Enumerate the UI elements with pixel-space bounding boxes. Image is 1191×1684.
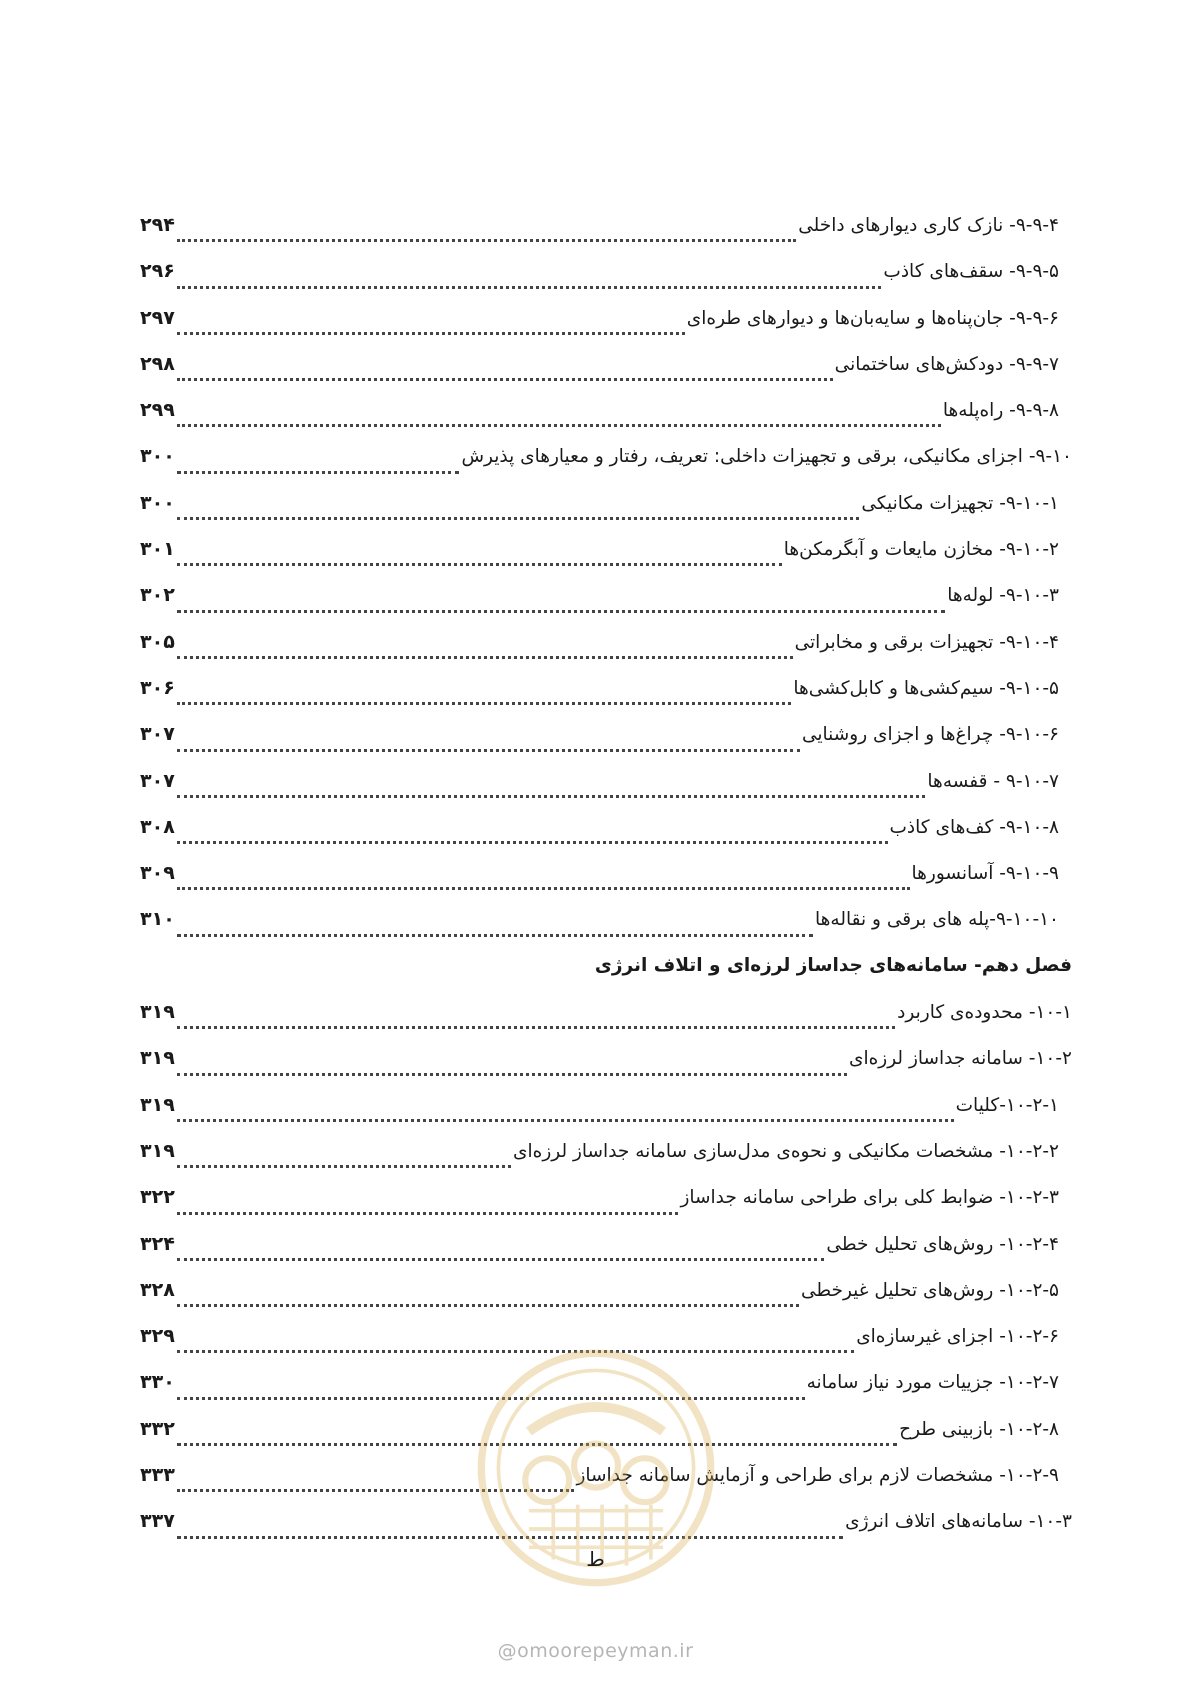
leader-dots — [177, 609, 945, 613]
toc-entry-label: ۱۰-۲-۲- مشخصات مکانیکی و نحوه‌ی مدل‌سازی سامانه جداساز لرزه‌ای — [513, 1140, 1059, 1162]
toc-entry-page: ۳۰۱ — [140, 538, 175, 561]
toc-entry-page: ۳۱۰ — [140, 908, 175, 931]
toc-entry-label: ۹-۱۰-۷ - قفسه‌ها — [927, 770, 1059, 792]
toc-entry — [140, 1044, 1072, 1090]
toc-entry — [140, 767, 1072, 813]
toc-entry-label: فصل دهم- سامانه‌های جداساز لرزه‌ای و اتلاف انرژی — [594, 954, 1072, 976]
toc-entry-page: ۳۳۳ — [140, 1464, 175, 1487]
toc-entry-page: ۲۹۹ — [140, 399, 175, 422]
toc-entry-label: ۹-۱۰-۳- لوله‌ها — [947, 585, 1059, 607]
toc-entry-label: ۱۰-۲-۶- اجزای غیرسازه‌ای — [856, 1326, 1059, 1348]
toc-entry-page: ۳۰۷ — [140, 723, 175, 746]
toc-entry — [140, 1183, 1072, 1229]
toc-entry — [140, 304, 1072, 350]
leader-dots — [177, 516, 860, 520]
toc-entry-page: ۳۲۹ — [140, 1325, 175, 1348]
toc-entry-label: ۹-۱۰-۲- مخازن مایعات و آبگرمکن‌ها — [783, 539, 1059, 561]
leader-dots — [177, 1072, 847, 1076]
toc-entry-page: ۳۰۰ — [140, 445, 175, 468]
toc-entry-page: ۲۹۷ — [140, 306, 175, 329]
toc-entry — [140, 813, 1072, 859]
leader-dots — [177, 1211, 679, 1215]
leader-dots — [177, 701, 792, 705]
toc-entry-page: ۲۹۸ — [140, 352, 175, 375]
toc-entry-page: ۳۰۷ — [140, 769, 175, 792]
toc-entry-page: ۳۱۹ — [140, 1139, 175, 1162]
toc-entry-label: ۹-۱۰-۹- آسانسورها — [911, 863, 1059, 885]
toc-entry-label: ۹-۹-۵- سقف‌های کاذب — [883, 261, 1059, 283]
toc-entry-page: ۳۲۴ — [140, 1232, 175, 1255]
toc-entry — [140, 1276, 1072, 1322]
toc-entry-label: ۹-۱۰-۴- تجهیزات برقی و مخابراتی — [794, 631, 1059, 653]
toc-entry — [140, 396, 1072, 442]
toc-entry — [140, 1137, 1072, 1183]
leader-dots — [177, 1164, 511, 1168]
toc-entry-label: ۱۰-۲-۵- روش‌های تحلیل غیرخطی — [800, 1279, 1059, 1301]
leader-dots — [177, 655, 793, 659]
toc-entry-label: ۹-۱۰-۵- سیم‌کشی‌ها و کابل‌کشی‌ها — [793, 677, 1059, 699]
leader-dots — [177, 840, 888, 844]
leader-dots — [177, 470, 460, 474]
toc-entry-page: ۳۱۹ — [140, 1001, 175, 1024]
leader-dots — [177, 331, 685, 335]
leader-dots — [177, 377, 833, 381]
toc-entry-label: ۱۰-۱- محدوده‌ی کاربرد — [897, 1002, 1072, 1024]
leader-dots — [177, 1303, 799, 1307]
toc-entry-page: ۳۰۲ — [140, 584, 175, 607]
toc-entry-label: ۱۰-۳- سامانه‌های اتلاف انرژی — [845, 1511, 1072, 1533]
toc-entry-label: ۱۰-۲-۱-کلیات — [955, 1094, 1059, 1116]
toc-entry-label: ۱۰-۲-۴- روش‌های تحلیل خطی — [826, 1233, 1059, 1255]
toc-entry-label: ۹-۹-۶- جان‌پناه‌ها و سایه‌بان‌ها و دیوارهای طره‌ای — [686, 307, 1059, 329]
toc-entry-label: ۱۰-۲-۹- مشخصات لازم برای طراحی و آزمایش سامانه جداساز — [576, 1465, 1059, 1487]
toc-entry-page: ۳۲۸ — [140, 1278, 175, 1301]
leader-dots — [177, 933, 813, 937]
toc-entry-label: ۹-۹-۷- دودکش‌های ساختمانی — [834, 353, 1059, 375]
toc-entry-page: ۳۰۰ — [140, 491, 175, 514]
toc-entry — [140, 1091, 1072, 1137]
toc-entry-label: ۱۰-۲-۳- ضوابط کلی برای طراحی سامانه جداساز — [680, 1187, 1059, 1209]
leader-dots — [177, 794, 926, 798]
toc-entry-page: ۳۰۶ — [140, 676, 175, 699]
toc-entry — [140, 998, 1072, 1044]
toc-entry-label: ۹-۱۰-۸- کف‌های کاذب — [889, 816, 1059, 838]
toc-entry-label: ۹-۹-۴- نازک کاری دیوارهای داخلی — [798, 215, 1059, 236]
toc-entry — [140, 859, 1072, 905]
page-folio: ط — [586, 1547, 605, 1571]
toc-entry — [140, 535, 1072, 581]
toc-entry-page: ۳۱۹ — [140, 1093, 175, 1116]
watermark-site: @omoorepeyman.ir — [497, 1640, 694, 1662]
toc-entry-label: ۱۰-۲- سامانه جداساز لرزه‌ای — [848, 1048, 1072, 1070]
toc-entry — [140, 350, 1072, 396]
toc-entry-label: ۹-۱۰-۱۰-پله های برقی و نقاله‌ها — [815, 909, 1059, 931]
toc-entry — [140, 1230, 1072, 1276]
toc-entry-page: ۲۹۶ — [140, 260, 175, 283]
toc-entry-page: ۲۹۴ — [140, 214, 175, 236]
leader-dots — [177, 748, 800, 752]
toc-entry-label: ۱۰-۲-۸- بازبینی طرح — [899, 1418, 1059, 1440]
toc-entry-page: ۳۲۲ — [140, 1186, 175, 1209]
toc-entry — [140, 442, 1072, 488]
toc-entry-page: ۳۳۲ — [140, 1417, 175, 1440]
toc-entry — [140, 674, 1072, 720]
leader-dots — [177, 1257, 825, 1261]
toc-entry-page: ۳۰۸ — [140, 815, 175, 838]
chapter-heading — [140, 952, 1072, 998]
toc-entry-page: ۳۳۰ — [140, 1371, 175, 1394]
toc-entry-label: ۹-۱۰-۱- تجهیزات مکانیکی — [861, 492, 1059, 514]
toc-entry-page: ۳۳۷ — [140, 1510, 175, 1533]
toc-entry — [140, 720, 1072, 766]
toc-entry-label: ۹-۱۰- اجزای مکانیکی، برقی و تجهیزات داخلی: تعریف، رفتار و معیارهای پذیرش — [461, 446, 1072, 468]
toc-entry — [140, 628, 1072, 674]
leader-dots — [177, 238, 796, 242]
leader-dots — [177, 1118, 954, 1122]
toc-entry-page: ۳۱۹ — [140, 1047, 175, 1070]
toc-entry-page: ۳۰۵ — [140, 630, 175, 653]
toc-entry — [140, 905, 1072, 951]
leader-dots — [177, 886, 910, 890]
toc-entry-label: ۱۰-۲-۷- جزییات مورد نیاز سامانه — [806, 1372, 1059, 1394]
leader-dots — [177, 285, 882, 289]
toc-entry-label: ۹-۹-۸- راه‌پله‌ها — [942, 400, 1059, 422]
leader-dots — [177, 1025, 895, 1029]
toc-entry-page: ۳۰۹ — [140, 862, 175, 885]
toc-entry — [140, 257, 1072, 303]
toc-entry — [140, 211, 1072, 257]
leader-dots — [177, 562, 782, 566]
toc-entry — [140, 581, 1072, 627]
toc-entry-label: ۹-۱۰-۶- چراغ‌ها و اجزای روشنایی — [801, 724, 1059, 746]
leader-dots — [177, 423, 941, 427]
toc-entry — [140, 489, 1072, 535]
